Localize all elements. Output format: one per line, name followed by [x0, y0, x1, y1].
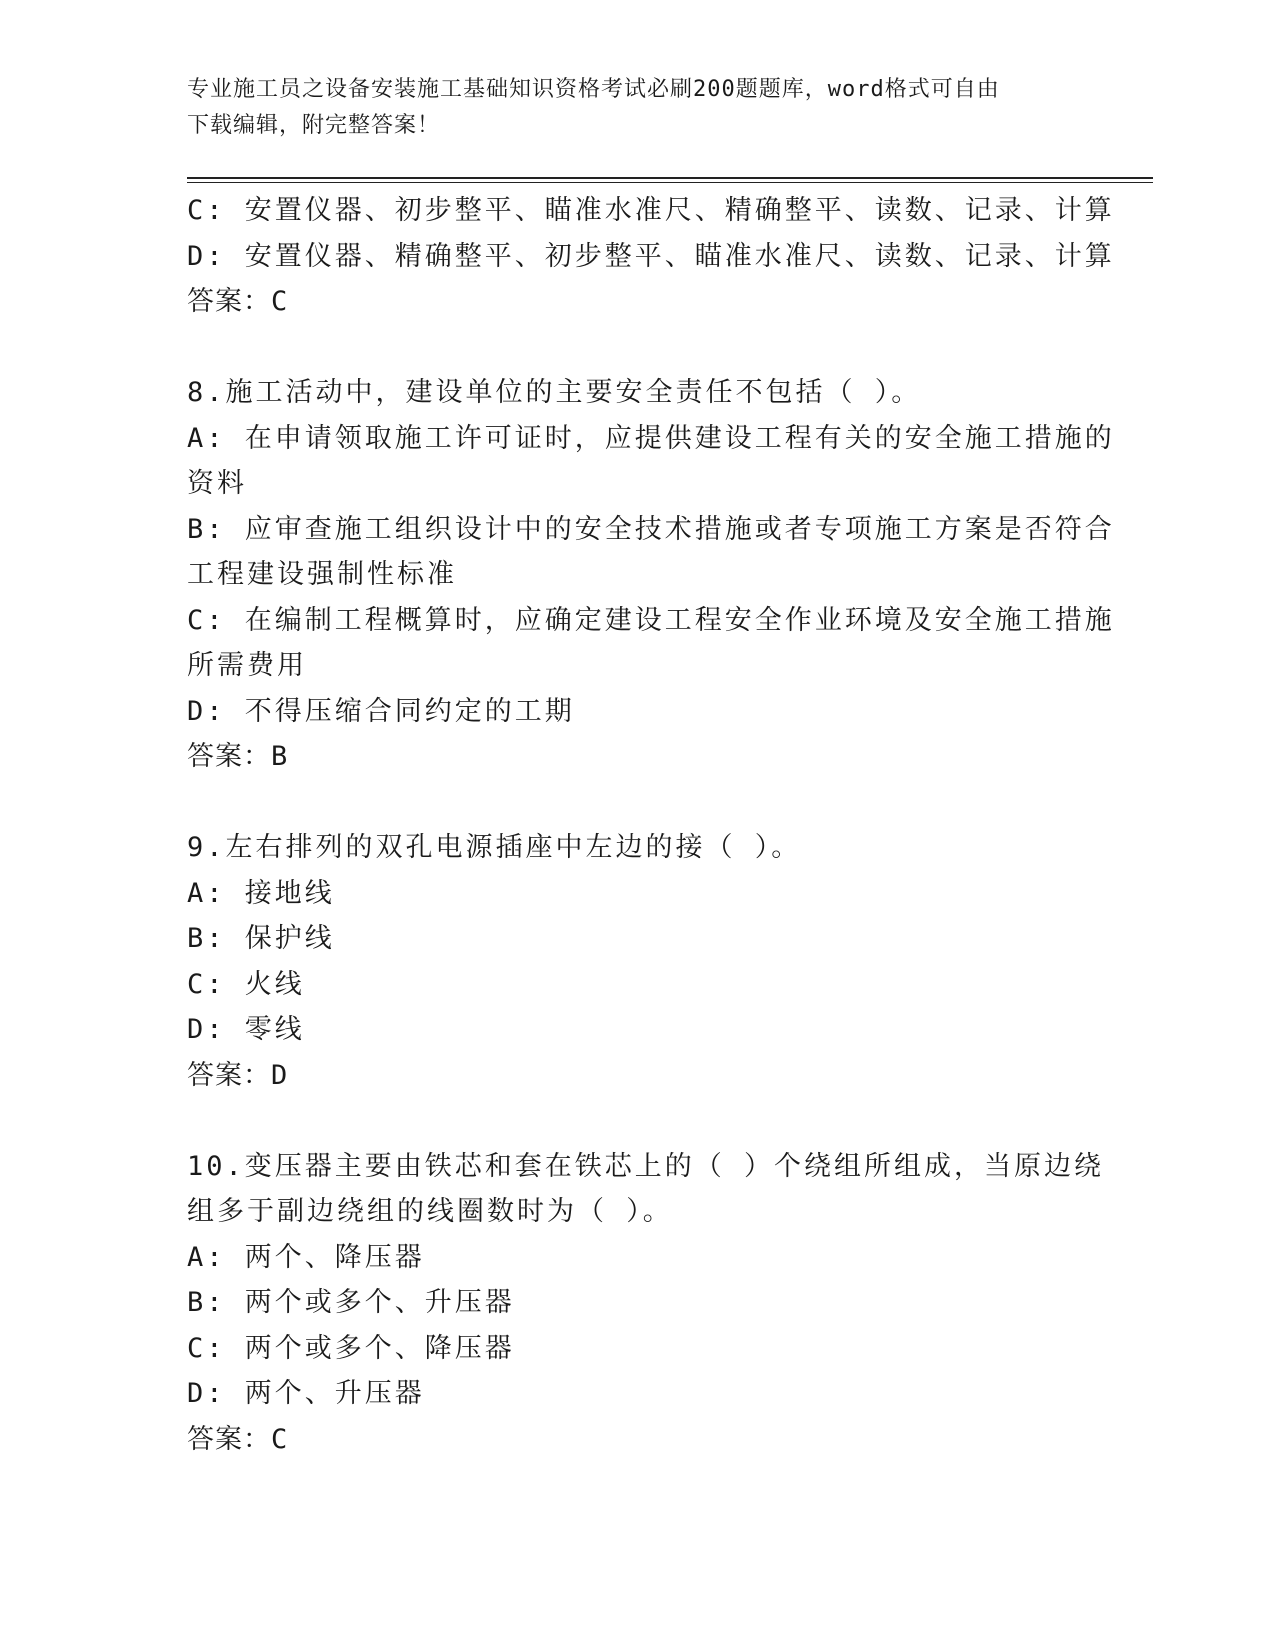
question-7-option-c: C: 安置仪器、初步整平、瞄准水准尺、精确整平、读数、记录、计算: [187, 195, 1115, 226]
question-8-answer: 答案：B: [187, 741, 289, 772]
question-8-stem: 8.施工活动中，建设单位的主要安全责任不包括（ ）。: [187, 377, 922, 408]
question-9-answer: 答案：D: [187, 1059, 289, 1091]
spacer: [187, 780, 1087, 826]
question-8-option-a-line-2: 资料: [187, 468, 247, 499]
question-10-option-c: C: 两个或多个、降压器: [187, 1332, 515, 1364]
document-body: [187, 188, 1115, 1462]
question-8-option-d: D: 不得压缩合同约定的工期: [187, 695, 575, 727]
question-10-option-d: D: 两个、升压器: [187, 1378, 425, 1409]
question-8-option-c-line-1: C: 在编制工程概算时，应确定建设工程安全作业环境及安全施工措施: [187, 604, 1115, 636]
header-title-line-1: 专业施工员之设备安装施工基础知识资格考试必刷200题题库，word格式可自由: [187, 77, 1000, 102]
header-title-line-2: 下载编辑，附完整答案！: [187, 113, 441, 138]
question-10-option-a: A: 两个、降压器: [187, 1241, 425, 1273]
spacer: [187, 325, 1087, 371]
question-9-option-c: C: 火线: [187, 968, 305, 1000]
question-10-stem-line-2: 组多于副边绕组的线圈数时为（ ）。: [187, 1196, 673, 1227]
question-8-option-b-line-2: 工程建设强制性标准: [187, 559, 457, 590]
question-8-option-c-line-2: 所需费用: [187, 650, 307, 681]
question-9-stem: 9.左右排列的双孔电源插座中左边的接（ ）。: [187, 832, 802, 863]
question-10-stem-line-1: 10.变压器主要由铁芯和套在铁芯上的（ ）个绕组所组成，当原边绕: [187, 1150, 1105, 1182]
question-9-option-a: A: 接地线: [187, 877, 335, 909]
question-7-option-d: D: 安置仪器、精确整平、初步整平、瞄准水准尺、读数、记录、计算: [187, 240, 1115, 272]
document-header: [187, 72, 1067, 144]
header-divider-thin: [187, 182, 1153, 183]
question-8-option-a-line-1: A: 在申请领取施工许可证时，应提供建设工程有关的安全施工措施的: [187, 422, 1115, 454]
question-8-option-b-line-1: B: 应审查施工组织设计中的安全技术措施或者专项施工方案是否符合: [187, 513, 1115, 545]
question-10-option-b: B: 两个或多个、升压器: [187, 1287, 515, 1318]
question-10-answer: 答案：C: [187, 1423, 289, 1455]
question-9-option-b: B: 保护线: [187, 923, 335, 954]
question-9-option-d: D: 零线: [187, 1014, 305, 1045]
header-divider-thick: [187, 177, 1153, 179]
question-7-answer: 答案：C: [187, 286, 289, 317]
spacer: [187, 1098, 1087, 1144]
